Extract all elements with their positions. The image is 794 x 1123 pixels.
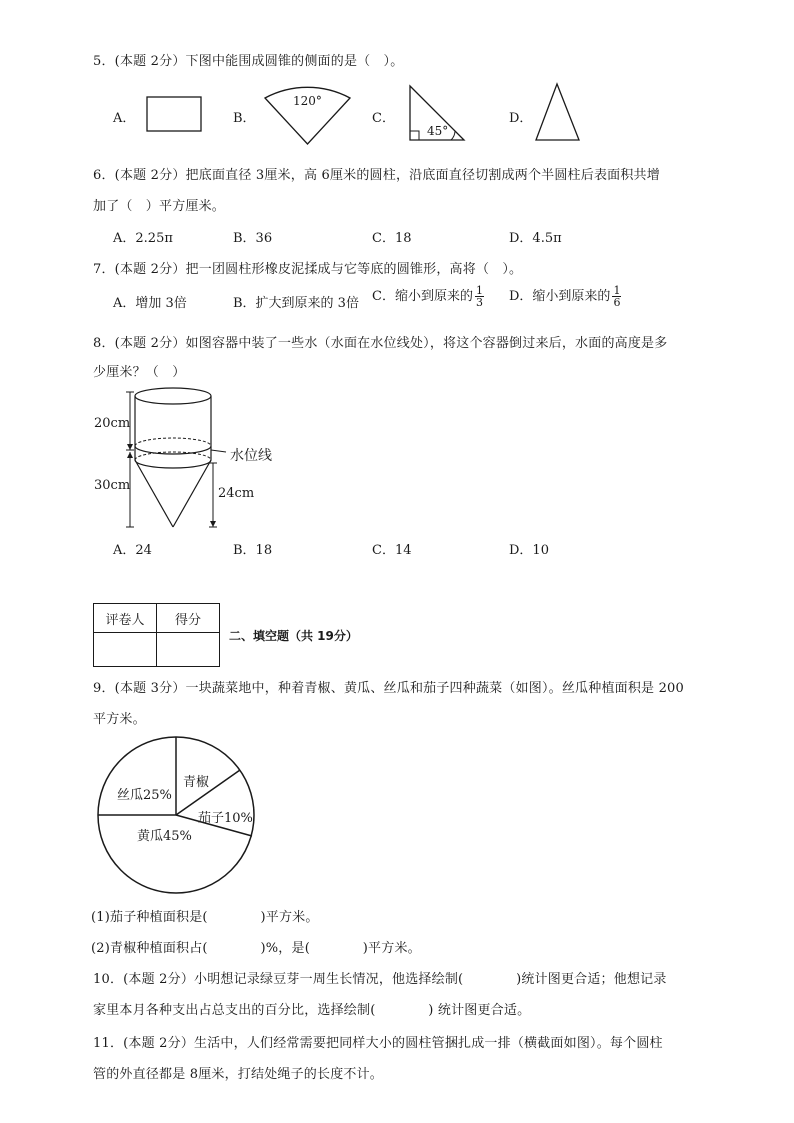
q9-stem-line1: 9．(本题 3分）一块蔬菜地中，种着青椒、黄瓜、丝瓜和茄子四种蔬菜（如图）。丝瓜种植面积是 200 [93,681,684,696]
q5-option-d-label: D． [509,111,533,126]
q8-option-d: D．10 [509,543,549,558]
q8-label-30cm: 30cm [94,478,131,493]
q7-option-d-text: D．缩小到原来的 [509,289,611,304]
q8-label-water-line: 水位线 [230,448,272,464]
q7-option-c-numerator: 1 [475,284,483,297]
q9-stem-line2: 平方米。 [93,712,146,727]
grader-header-reviewer: 评卷人 [94,604,157,633]
q9-label-sigua: 丝瓜25% [117,788,172,803]
q8-option-c: C．14 [372,543,412,558]
section-2-title: 二、填空题（共 19分） [229,629,358,643]
q5-sector-angle-label: 120° [293,94,322,108]
q8-option-a: A．24 [113,543,152,558]
q6-stem-line1: 6．(本题 2分）把底面直径 3厘米，高 6厘米的圆柱，沿底面直径切割成两个半圆柱后表面积共增 [93,168,660,183]
q7-option-d-numerator: 1 [613,284,621,297]
q5-option-b-label: B． [233,111,256,126]
q7-option-d-denominator: 6 [613,296,621,309]
q11-line1: 11．(本题 2分）生活中，人们经常需要把同样大小的圆柱管捆扎成一排（横截面如图）。每个圆柱 [93,1036,663,1051]
q7-option-b: B．扩大到原来的 3倍 [233,296,359,311]
q9-label-qingjiao: 青椒 [183,775,210,790]
q7-stem: 7．(本题 2分）把一团圆柱形橡皮泥揉成与它等底的圆锥形，高将（ ）。 [93,262,523,277]
q9-label-qiezi: 茄子10% [198,811,253,826]
q10-line2: 家里本月各种支出占总支出的百分比，选择绘制( ) 统计图更合适。 [93,1003,531,1018]
q7-option-c-text: C．缩小到原来的 [372,289,473,304]
q6-option-c: C．18 [372,231,412,246]
q5-option-a-label: A． [113,111,136,126]
q5-option-c-label: C． [372,111,395,126]
q6-option-a: A．2.25π [113,231,173,246]
q6-stem-line2: 加了（ ）平方厘米。 [93,199,226,214]
q5-triangle-angle-label: 45° [427,124,449,138]
q7-option-a: A．增加 3倍 [113,296,187,311]
q9-label-huanggua: 黄瓜45% [137,829,192,844]
q8-option-b: B．18 [233,543,273,558]
q9-sub1: (1)茄子种植面积是( )平方米。 [91,910,319,925]
q6-option-d: D．4.5π [509,231,562,246]
grader-header-score: 得分 [157,604,220,633]
q11-line2: 管的外直径都是 8厘米，打结处绳子的长度不计。 [93,1067,384,1082]
q10-line1: 10．(本题 2分）小明想记录绿豆芽一周生长情况，他选择绘制( )统计图更合适；他想记录 [93,972,667,987]
q9-sub2: (2)青椒种植面积占( )%，是( )平方米。 [91,941,421,956]
q5-stem: 5．(本题 2分）下图中能围成圆锥的侧面的是（ ）。 [93,54,404,69]
q8-stem-line1: 8．(本题 2分）如图容器中装了一些水（水面在水位线处），将这个容器倒过来后，水面的高度是多 [93,336,668,351]
q8-label-20cm: 20cm [94,416,131,431]
q7-option-c-denominator: 3 [475,296,483,309]
q8-label-24cm: 24cm [218,486,255,501]
q8-stem-line2: 少厘米？（ ） [93,365,186,380]
q6-option-b: B．36 [233,231,273,246]
